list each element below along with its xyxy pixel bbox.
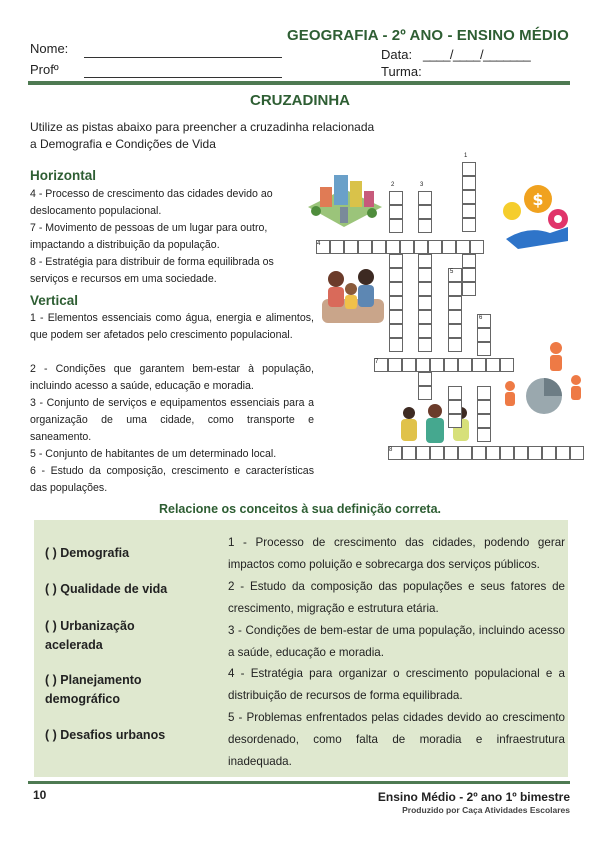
crossword-number: 3 <box>420 182 424 188</box>
crossword-cell[interactable] <box>389 205 403 219</box>
crossword-cell[interactable] <box>418 296 432 310</box>
name-label: Nome: <box>30 41 69 56</box>
crossword-cell[interactable] <box>400 240 414 254</box>
crossword-cell[interactable] <box>389 324 403 338</box>
crossword-cell[interactable] <box>418 386 432 400</box>
footer-course: Ensino Médio - 2º ano 1º bimestre <box>377 790 570 804</box>
crossword-cell[interactable] <box>542 446 556 460</box>
crossword-cell[interactable] <box>389 282 403 296</box>
crossword-cell[interactable] <box>402 446 416 460</box>
vertical-clue-5: 5 - Conjunto de habitantes de um determinado local. <box>30 448 277 460</box>
footer-divider <box>28 781 570 784</box>
crossword-cell[interactable] <box>477 342 491 356</box>
crossword-cell[interactable] <box>448 282 462 296</box>
crossword-cell[interactable] <box>462 218 476 232</box>
crossword-cell[interactable] <box>500 446 514 460</box>
crossword-cell[interactable] <box>402 358 416 372</box>
crossword-cell[interactable] <box>462 254 476 268</box>
crossword-cell[interactable] <box>448 324 462 338</box>
horizontal-heading: Horizontal <box>30 168 96 183</box>
crossword-cell[interactable] <box>389 254 403 268</box>
crossword-cell[interactable] <box>514 446 528 460</box>
crossword-cell[interactable] <box>462 190 476 204</box>
crossword-cell[interactable] <box>462 268 476 282</box>
class-label: Turma: <box>381 64 422 79</box>
crossword-cell[interactable] <box>486 446 500 460</box>
crossword-cell[interactable] <box>330 240 344 254</box>
concept-planejamento-demografico[interactable]: ( ) Planejamento demográfico <box>45 673 142 706</box>
crossword-cell[interactable] <box>416 446 430 460</box>
concept-qualidade-de-vida[interactable]: ( ) Qualidade de vida <box>45 582 168 596</box>
crossword-cell[interactable] <box>418 324 432 338</box>
footer-credit: Produzido por Caça Atividades Escolares <box>402 805 570 815</box>
crossword-cell[interactable] <box>418 282 432 296</box>
crossword-cell[interactable] <box>448 386 462 400</box>
crossword-cell[interactable] <box>386 240 400 254</box>
page-number: 10 <box>33 788 47 802</box>
crossword-cell[interactable] <box>570 446 584 460</box>
crossword-cell[interactable] <box>389 310 403 324</box>
crossword-cell[interactable] <box>486 358 500 372</box>
svg-text:$: $ <box>532 190 544 209</box>
definition-5: 5 - Problemas enfrentados pelas cidades devido ao crescimento desordenado, como falta de moradia e infraestrutura inadequada. <box>228 711 565 768</box>
crossword-cell[interactable] <box>418 205 432 219</box>
crossword-cell[interactable] <box>472 446 486 460</box>
crossword-cell[interactable] <box>389 296 403 310</box>
crossword-cell[interactable] <box>418 268 432 282</box>
crossword-number: 6 <box>479 315 483 321</box>
definition-1: 1 - Processo de crescimento das cidades, podendo gerar impactos como poluição e sobrecarga dos serviços públicos. <box>228 536 565 571</box>
crossword-cell[interactable] <box>389 219 403 233</box>
crossword-number: 1 <box>464 153 468 159</box>
crossword-number: 5 <box>450 269 454 275</box>
teacher-label: Profº <box>30 62 59 77</box>
horizontal-clue-8: 8 - Estratégia para distribuir de forma equilibrada os serviços e recursos em uma sociedade. <box>30 256 274 285</box>
instructions-line-2: a Demografia e Condições de Vida <box>30 137 216 151</box>
definition-2: 2 - Estudo da composição das populações e seus fatores de crescimento, migração e estrutura etária. <box>228 580 565 615</box>
crossword-cell[interactable] <box>462 176 476 190</box>
concept-demografia[interactable]: ( ) Demografia <box>45 546 130 560</box>
crossword-cell[interactable] <box>418 191 432 205</box>
crossword-cell[interactable] <box>477 400 491 414</box>
crossword-cell[interactable] <box>442 240 456 254</box>
crossword-cell[interactable] <box>448 338 462 352</box>
crossword-cell[interactable] <box>418 372 432 386</box>
crossword-cell[interactable] <box>344 240 358 254</box>
crossword-cell[interactable] <box>462 162 476 176</box>
crossword-cell[interactable] <box>430 446 444 460</box>
crossword-cell[interactable] <box>418 254 432 268</box>
crossword-cell[interactable] <box>462 282 476 296</box>
crossword-cell[interactable] <box>556 446 570 460</box>
crossword-cell[interactable] <box>458 358 472 372</box>
horizontal-clue-7: 7 - Movimento de pessoas de um lugar para outro, impactando a distribuição da população. <box>30 222 268 251</box>
crossword-cell[interactable] <box>414 240 428 254</box>
crossword-cell[interactable] <box>372 240 386 254</box>
vertical-clue-2: 2 - Condições que garantem bem-estar à população, incluindo acesso a saúde, educação e moradia. <box>30 363 314 392</box>
crossword-cell[interactable] <box>430 358 444 372</box>
crossword-cell[interactable] <box>389 338 403 352</box>
worksheet-title: CRUZADINHA <box>250 92 350 109</box>
crossword-cell[interactable] <box>448 296 462 310</box>
vertical-clue-1: 1 - Elementos essenciais como água, energia e alimentos, que podem ser afetados pelo crescimento populacional. <box>30 312 314 341</box>
crossword-cell[interactable] <box>528 446 542 460</box>
date-field[interactable]: ____/____/_______ <box>423 47 531 62</box>
crossword-cell[interactable] <box>418 219 432 233</box>
crossword-cell[interactable] <box>448 414 462 428</box>
crossword-cell[interactable] <box>388 358 402 372</box>
horizontal-clue-4: 4 - Processo de crescimento das cidades devido ao deslocamento populacional. <box>30 188 273 217</box>
vertical-heading: Vertical <box>30 293 79 308</box>
crossword-cell[interactable] <box>358 240 372 254</box>
crossword-cell[interactable] <box>444 446 458 460</box>
crossword-cell[interactable] <box>472 358 486 372</box>
crossword-cell[interactable] <box>444 358 458 372</box>
crossword-cell[interactable] <box>389 191 403 205</box>
crossword-cell[interactable] <box>470 240 484 254</box>
crossword-cell[interactable] <box>477 386 491 400</box>
matching-title: Relacione os conceitos à sua definição correta. <box>158 502 442 516</box>
worksheet-subject-title: GEOGRAFIA - 2º ANO - ENSINO MÉDIO <box>287 27 569 44</box>
crossword-cell[interactable] <box>477 428 491 442</box>
crossword-number: 4 <box>317 241 321 247</box>
crossword-cell[interactable] <box>500 358 514 372</box>
crossword-cell[interactable] <box>418 338 432 352</box>
crossword-cell[interactable] <box>448 310 462 324</box>
concept-urbanizacao-acelerada[interactable]: ( ) Urbanização acelerada <box>45 619 135 652</box>
crossword-cell[interactable] <box>418 310 432 324</box>
crossword-cell[interactable] <box>448 400 462 414</box>
vertical-clue-6: 6 - Estudo da composição, crescimento e características das populações. <box>30 465 314 494</box>
crossword-cell[interactable] <box>458 446 472 460</box>
crossword-number: 7 <box>375 359 379 365</box>
crossword-cell[interactable] <box>389 268 403 282</box>
concept-desafios-urbanos[interactable]: ( ) Desafios urbanos <box>45 728 166 742</box>
definition-3: 3 - Condições de bem-estar de uma população, incluindo acesso a saúde, educação e moradia. <box>228 624 565 659</box>
crossword-cell[interactable] <box>462 204 476 218</box>
crossword-cell[interactable] <box>428 240 442 254</box>
crossword-cell[interactable] <box>456 240 470 254</box>
crossword-cell[interactable] <box>477 414 491 428</box>
crossword-number: 8 <box>389 447 393 453</box>
crossword-cell[interactable] <box>416 358 430 372</box>
crossword-cell[interactable] <box>477 328 491 342</box>
crossword-number: 2 <box>391 182 395 188</box>
date-label: Data: <box>381 47 413 62</box>
instructions-line-1: Utilize as pistas abaixo para preencher a cruzadinha relacionada <box>30 120 375 134</box>
vertical-clue-3: 3 - Conjunto de serviços e equipamentos essenciais para a organização de uma cidade, como transporte e saneamento. <box>30 397 314 443</box>
definition-4: 4 - Estratégia para organizar o crescimento populacional e a distribuição de recursos de forma equilibrada. <box>228 667 565 702</box>
